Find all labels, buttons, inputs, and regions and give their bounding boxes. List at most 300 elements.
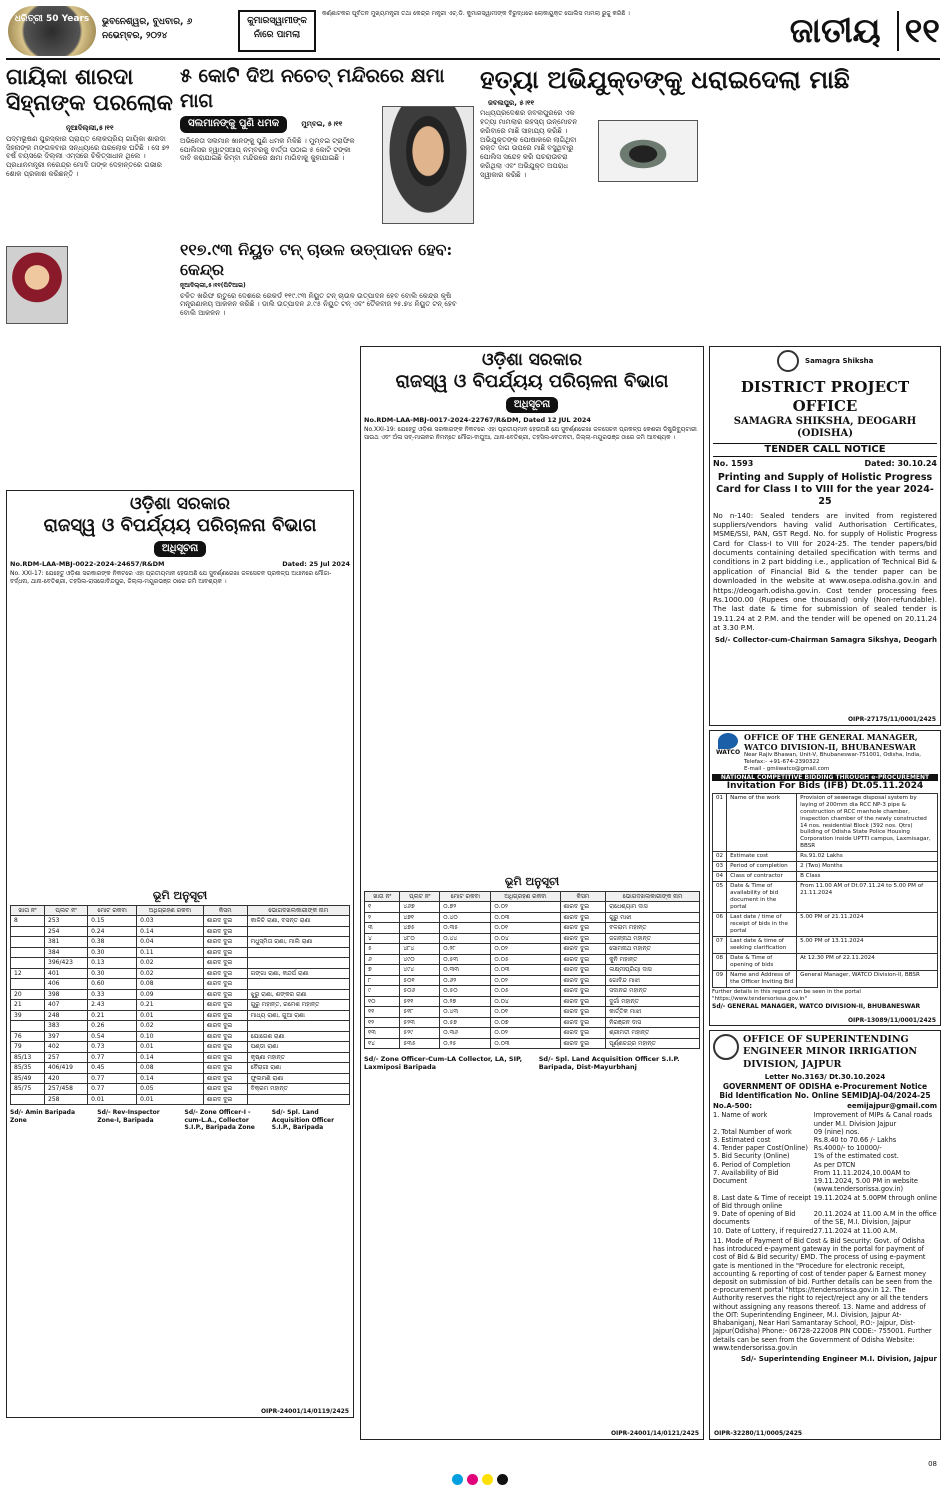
irrigation-email: eemijajpur@gmail.com xyxy=(847,1101,937,1110)
table-cell xyxy=(11,1094,45,1105)
table-header-cell: ଅଧିଗ୍ରହଣ ରକବା xyxy=(491,891,560,902)
table-cell: Period of completion xyxy=(727,862,797,872)
table-cell: ଶ୍ରୀମତୀ ମହାନ୍ତ xyxy=(606,1028,700,1039)
list-item xyxy=(713,1144,937,1152)
table-cell: 406 xyxy=(45,979,88,990)
table-row xyxy=(365,996,700,1007)
table-cell: 420 xyxy=(45,1073,88,1084)
odisha-emblem-icon xyxy=(713,1034,739,1060)
table-cell: ୧୩ xyxy=(365,1028,400,1039)
notice2-govt: ଓଡ଼ିଶା ସରକାର xyxy=(481,350,583,370)
irrigation-no: No.A-500: xyxy=(713,1101,753,1110)
table-cell: ରାଧେଶ୍ୟାମ ଦାସ xyxy=(606,902,700,913)
table-row xyxy=(713,971,938,988)
table-cell: 0.77 xyxy=(88,1052,137,1063)
table-cell: ୫୧୧ xyxy=(400,996,440,1007)
notice1-signatures xyxy=(10,1109,350,1132)
table-cell: ୦.୪୪ xyxy=(440,933,491,944)
list-item-value: 19.11.2024 at 5.00PM through online xyxy=(813,1193,937,1202)
table-cell: 401 xyxy=(45,968,88,979)
table-cell: ୫୩୫ xyxy=(400,1038,440,1049)
table-cell: 01 xyxy=(713,793,727,852)
table-cell: Rs.91.02 Lakhs xyxy=(797,852,938,862)
table-row xyxy=(11,1084,350,1095)
table-cell: 04 xyxy=(713,872,727,882)
table-cell: ୫୦୬ xyxy=(400,986,440,997)
table-cell xyxy=(247,1021,349,1032)
table-cell: ଶାରଦ ଦୁଇ xyxy=(560,954,606,965)
table-cell: ଶାରଦ ଦୁଇ xyxy=(203,1084,247,1095)
list-item-value: Rs.4000/- to 10000/- xyxy=(813,1144,882,1153)
table-cell: Last date / time of receipt of bids in the portal xyxy=(727,913,797,937)
table-cell: ୦.୨୮ xyxy=(440,944,491,955)
table-cell: ୧୪ xyxy=(365,1038,400,1049)
notice1-banner-wrap xyxy=(10,541,350,558)
notice2-schedule-table xyxy=(364,891,700,1050)
table-cell: ମଧୁସ୍ମିତା ରାଣା, ମାଲି ରାଣା xyxy=(247,937,349,948)
table-cell: ଶାରଦ ଦୁଇ xyxy=(203,1010,247,1021)
irrigation-terms: 11. Mode of Payment of Bid Cost & Bid Security: Govt. of Odisha has introduced e-payment gateway in the portal for payment of cost of Bid & Bid security/ EMD. The process of using e-payment gate is mentioned in the "Procedure for electronic receipt, accounting & reporting of cost of tender paper & Earnest money deposit on submission of bid. Further details can be seen from the e-procurement portal "https://tendersorissa.gov.in 12. The Authority reserves the right to reject/reject any or all the tenders without assigning any reasons thereof. 13. Name and address of the OIT: Superintending Engineer, M.I. Division, Jajpur At-Bhabaniganj, Near Hari Samantaray School, P.O:- Jajpur, Dist-Jajpur(Odisha) Phone:- 06728-222008 PIN CODE:- 755001. Further details can be seen from the Government of Odisha Website: www.tendersorissa.gov.in xyxy=(713,1236,933,1352)
samagra-dated: Dated: 30.10.24 xyxy=(864,459,937,468)
notice1-schedule-table xyxy=(10,905,350,1106)
table-row xyxy=(365,965,700,976)
irrigation-letter: Letter No.3163/ Dt.30.10.2024 xyxy=(764,1073,886,1082)
table-cell: 0.01 xyxy=(88,1094,137,1105)
list-item-value: From 11.11.2024,10.00AM to 19.11.2024, 5.00 PM in website (www.tendersorissa.gov.in) xyxy=(813,1168,918,1194)
table-cell: ଲକ୍ଷ୍ମୀପ୍ରିୟା ଦାସ xyxy=(606,965,700,976)
table-cell: ବିକ୍ରମ ମହାନ୍ତ xyxy=(247,1084,349,1095)
table-cell: 0.77 xyxy=(88,1073,137,1084)
registration-dot xyxy=(482,1474,493,1485)
table-row xyxy=(365,986,700,997)
table-cell: ଶାରଦ ଦୁଇ xyxy=(203,926,247,937)
fly-photo xyxy=(598,120,698,182)
table-row xyxy=(713,862,938,872)
table-cell: ଶାରଦ ଦୁଇ xyxy=(203,1042,247,1053)
irrigation-notice xyxy=(709,1030,941,1440)
list-item xyxy=(713,1136,937,1144)
table-cell: ଶାରଦ ଦୁଇ xyxy=(560,996,606,1007)
samagra-no-line xyxy=(713,459,937,469)
salman-photo xyxy=(382,106,474,224)
section-label xyxy=(766,8,940,54)
table-header-cell: ଭୋଗଦଖଲକାରୀଙ୍କ ନାମ xyxy=(606,891,700,902)
watco-code: OIPR-13089/11/0001/2425 xyxy=(847,1016,936,1024)
table-cell: 398 xyxy=(45,989,88,1000)
table-cell xyxy=(11,958,45,969)
table-row xyxy=(11,958,350,969)
table-cell: ୫୨୯ xyxy=(400,1028,440,1039)
table-cell xyxy=(11,979,45,990)
table-cell: 0.33 xyxy=(88,989,137,1000)
story-rice-headline: ୧୧୭.୯୩ ନିୟୁତ ଟନ୍ ଚାଉଳ ଉତ୍ପାଦନ ହେବ: କେନ୍ଦ୍ର xyxy=(180,240,453,279)
table-cell: ୯ xyxy=(365,986,400,997)
notice2-banner: ଅଧିସୂଚନା xyxy=(506,397,558,414)
list-item-value: 20.11.2024 at 11.00 A.M in the office of the SE, M.I. Division, Jajpur xyxy=(813,1210,937,1227)
table-cell: 2.43 xyxy=(88,1000,137,1011)
notice1-ref-line xyxy=(10,560,350,568)
list-item xyxy=(713,1111,937,1127)
table-cell: B Class xyxy=(797,872,938,882)
table-cell: ୧୧ xyxy=(365,1007,400,1018)
table-row xyxy=(11,916,350,927)
table-cell: ୪୬୭ xyxy=(400,902,440,913)
notice1-body-continued xyxy=(10,587,350,887)
dateline: ଭୁବନେଶ୍ୱର, ବୁଧବାର, ୬ ନଭେମ୍ବର, ୨୦୨୪ xyxy=(102,17,193,41)
table-cell: ଗୁରୁ ମହାନ୍ତ, ରମେଶ ମହାନ୍ତ xyxy=(247,1000,349,1011)
table-row xyxy=(11,989,350,1000)
list-item-label: 5. Bid Security (Online) xyxy=(713,1152,790,1161)
table-cell: ଶାରଦ ଦୁଇ xyxy=(203,958,247,969)
table-cell: ୦.୫୩ xyxy=(440,954,491,965)
list-item xyxy=(713,1210,937,1226)
table-cell xyxy=(247,947,349,958)
table-row xyxy=(713,872,938,882)
table-cell: ୦.୦୩ xyxy=(491,1038,560,1049)
table-cell: ୭ xyxy=(365,965,400,976)
odisha-notice-2 xyxy=(360,346,704,1440)
page-number: ୧୧ xyxy=(897,11,940,51)
table-cell: Provision of sewerage disposal system by laying of 200mm dia RCC NP-3 pipe & construction of RCC manhole chamber, inspection chamber of the newly constructed 14 nos. residential Block (392 nos. Qtrs) building of Odisha State Police Housing Corporation inside UPTTI campus, Laxmisagar, BBSR xyxy=(797,793,938,852)
samagra-notice xyxy=(709,346,941,726)
table-row xyxy=(365,954,700,965)
table-cell: 257 xyxy=(45,1052,88,1063)
samagra-heading: Printing and Supply of Holistic Progress Card for Class I to VIII for the year 2024-25 xyxy=(716,472,934,507)
table-header-cell: କିସମ xyxy=(560,891,606,902)
table-cell: ଶାରଦ ଦୁଇ xyxy=(203,916,247,927)
table-cell: ୦.୪୦ xyxy=(440,912,491,923)
list-item-label: 3. Estimated cost xyxy=(713,1135,771,1144)
samagra-sign: Sd/- Collector-cum-Chairman Samagra Sikshya, Deogarh xyxy=(714,636,937,645)
table-cell: ଗୁରୁ ମାଝୀ xyxy=(606,912,700,923)
list-item xyxy=(713,1152,937,1160)
table-cell: 8 xyxy=(11,916,45,927)
list-item-value: Rs.8.40 to 70.66 /- Lakhs xyxy=(813,1135,897,1144)
notice2-banner-wrap xyxy=(364,397,700,414)
table-cell: ୦.୬୨ xyxy=(440,975,491,986)
table-cell: କୃଷ୍ଣା ମହାନ୍ତ xyxy=(247,1052,349,1063)
table-cell: ଫୁଲମଣି ରାଣା xyxy=(247,1073,349,1084)
table-row xyxy=(11,1063,350,1074)
table-cell: 0.13 xyxy=(88,958,137,969)
table-cell: 253 xyxy=(45,916,88,927)
table-cell: ୪୭୫ xyxy=(400,923,440,934)
table-cell: ୦.୦୪ xyxy=(491,996,560,1007)
table-cell: ୨ xyxy=(365,912,400,923)
samagra-notice-label: TENDER CALL NOTICE xyxy=(713,443,937,458)
samagra-logo xyxy=(713,350,937,378)
table-header-cell: ପ୍ଲଟ ନଂ xyxy=(400,891,440,902)
table-cell: ବଳରାମ ମହାନ୍ତ xyxy=(606,923,700,934)
irrigation-title: OFFICE OF SUPERINTENDING ENGINEER MINOR IRRIGATION DIVISION, JAJPUR xyxy=(743,1034,918,1070)
table-cell: ୧୨ xyxy=(365,1017,400,1028)
list-item-value: 27.11.2024 at 11.00 A.M. xyxy=(813,1226,898,1235)
watco-sign: Sd/- GENERAL MANAGER, WATCO DIVISION-II, BHUBANESWAR xyxy=(712,1002,921,1010)
story-sharda-body: ପଦ୍ମଭୂଷଣ ପୁରସ୍କାର ପ୍ରାପ୍ତ ଲୋକପ୍ରିୟ ଗାୟିକା ଶାରଦା ସିହ୍ନାଙ୍କ ମଙ୍ଗଳବାର ସନ୍ଧ୍ୟାରେ ପରଲୋକ ଘଟିଛି । ସେ ୭୨ ବର୍ଷ ବୟସରେ ଦିଲ୍ଲୀ ଏମ୍ସରେ ଚିକିତ୍ସାଧୀନ ଥିଲେ । ପ୍ରଧାନମନ୍ତ୍ରୀ ନରେନ୍ଦ୍ର ମୋଦି ତାଙ୍କ ଦେହାନ୍ତରେ ଗଭୀର ଶୋକ ପ୍ରକାଶ କରିଛନ୍ତି । xyxy=(6,134,170,178)
table-cell: ଶାରଦ ଦୁଇ xyxy=(203,947,247,958)
table-cell: Class of contractor xyxy=(727,872,797,882)
table-cell: ୦.୪୩ xyxy=(440,1007,491,1018)
table-cell: ଗଙ୍ଗା ରାଣା, କନ୍ଦର୍ପ ରାଣା xyxy=(247,968,349,979)
table-cell: କାର୍ତ୍ତିକ ମାଝୀ xyxy=(606,1007,700,1018)
table-cell: ଜଗନ୍ନାଥ ମହାନ୍ତ xyxy=(606,933,700,944)
teaser-text: କର୍ଣ୍ଣାଟକର ପୂର୍ବତନ ମୁଖ୍ୟମନ୍ତ୍ରୀ ତଥା କେନ୍ଦ୍ର ମନ୍ତ୍ରୀ ଏଚ୍.ଡି. କୁମାରସ୍ୱାମୀଙ୍କ ବିରୁଦ୍ଧରେ ଲୋକାୟୁକ୍ତ ପୋଲିସ ମାମଲା ରୁଜୁ କରିଛି । xyxy=(322,10,630,17)
table-cell: ୫୨୩ xyxy=(400,1017,440,1028)
odisha-notice-1 xyxy=(6,490,354,1418)
table-cell: 0.26 xyxy=(88,1021,137,1032)
story-salman-body: ଅଭିନେତା ସଲମାନ ଖାନଙ୍କୁ ପୁଣି ଧମକ ମିଳିଛି । ମୁମ୍ବଇ ଟ୍ରାଫିକ ପୋଲିସର ହ୍ୱାଟ୍ସଆପ୍ ନମ୍ବରକୁ ବାର୍ତ୍ତା ପଠାଇ ୫ କୋଟି ଟଙ୍କା ଦାବି କରାଯାଇଛି କିମ୍ବା ମନ୍ଦିରରେ କ୍ଷମା ମାଗିବାକୁ କୁହାଯାଇଛି । xyxy=(180,136,355,163)
watco-strip: NATIONAL COMPETITIVE BIDDING THROUGH e-PROCUREMENT xyxy=(712,774,938,782)
table-row xyxy=(11,1021,350,1032)
table-cell xyxy=(11,947,45,958)
table-row xyxy=(365,912,700,923)
table-cell: ୦.୦୨ xyxy=(491,944,560,955)
table-row xyxy=(11,1031,350,1042)
table-cell: 407 xyxy=(45,1000,88,1011)
table-row xyxy=(713,793,938,852)
table-cell: ୦.୭୨ xyxy=(440,902,491,913)
table-cell: 85/35 xyxy=(11,1063,45,1074)
notice1-ref: No.RDM-LAA-MBJ-0022-2024-24657/R&DM xyxy=(10,560,165,569)
story-fly xyxy=(480,64,940,344)
table-cell: ୦.୩୬ xyxy=(440,1028,491,1039)
table-cell: 85/75 xyxy=(11,1084,45,1095)
table-cell xyxy=(11,926,45,937)
table-cell: ଶାରଦ ଦୁଇ xyxy=(203,1063,247,1074)
table-row xyxy=(365,923,700,934)
table-cell xyxy=(247,958,349,969)
table-cell: ୦.୦୨ xyxy=(491,902,560,913)
list-item-value: Improvement of MIPs & Canal roads under M.I. Division Jajpur xyxy=(813,1111,933,1128)
table-cell: ୦.୨୫ xyxy=(440,1038,491,1049)
table-cell: ଶାରଦ ଦୁଇ xyxy=(560,1038,606,1049)
table-cell: ୬ xyxy=(365,954,400,965)
table-cell: ଶାରଦ ଦୁଇ xyxy=(560,923,606,934)
list-item-label: 7. Availability of Bid Document xyxy=(713,1168,779,1186)
table-cell: କାଳିଚି ରାଣା, ବସନ୍ତ ରାଣା xyxy=(247,916,349,927)
notice2-table-header xyxy=(365,891,700,902)
watco-footer: Further details in this regard can be seen in the portal "https://www.tendersorissa.gov.in" xyxy=(712,989,861,1003)
table-cell: ଶାରଦ ଦୁଇ xyxy=(560,975,606,986)
table-cell xyxy=(11,1021,45,1032)
watco-address: Near Rajiv Bhawan, Unit-V, Bhubaneswar-751001, Odisha, India, Telefax:- +91-674-2390322 xyxy=(744,752,922,766)
table-cell: 0.01 xyxy=(137,1094,204,1105)
table-cell: 0.10 xyxy=(137,1031,204,1042)
notice2-dept: ରାଜସ୍ୱ ଓ ବିପର୍ଯ୍ୟୟ ପରିଚାଳନା ବିଭାଗ xyxy=(395,371,669,393)
table-cell: 0.14 xyxy=(137,1073,204,1084)
table-cell: ଗୋବିନ୍ଦ ମାଝୀ xyxy=(606,975,700,986)
table-row xyxy=(11,1073,350,1084)
table-header-cell: କିସମ xyxy=(203,905,247,916)
table-cell: ଶାରଦ ଦୁଇ xyxy=(560,1028,606,1039)
samagra-subtitle: SAMAGRA SHIKSHA, DEOGARH (ODISHA) xyxy=(733,415,917,439)
watco-table-body xyxy=(713,793,938,988)
story-sharda xyxy=(6,64,174,484)
notice1-table-body xyxy=(11,916,350,1105)
table-cell: 20 xyxy=(11,989,45,1000)
notice1-code: OIPR-24001/14/0119/2425 xyxy=(260,1407,349,1415)
table-row xyxy=(713,882,938,913)
table-cell: ୩ xyxy=(365,923,400,934)
table-cell: ୪୮୪ xyxy=(400,944,440,955)
masthead xyxy=(6,4,940,60)
table-cell: 12 xyxy=(11,968,45,979)
table-cell: 383 xyxy=(45,1021,88,1032)
registration-dot xyxy=(467,1474,478,1485)
story-rice-dateline: ନୂଆଦିଲ୍ଲୀ,୫।୧୧(ପିଟିଆଇ) xyxy=(180,282,246,289)
table-header-cell: ଖାତା ନଂ xyxy=(365,891,400,902)
list-item-label: 4. Tender paper Cost(Online) xyxy=(713,1144,808,1153)
signature: Sd/- Spl. Land Acquisition Officer S.I.P. Baripada, Dist-Mayurbhanj xyxy=(538,1055,680,1072)
signature: Sd/- Amin Baripada Zone xyxy=(10,1109,76,1124)
samagra-code: OIPR-27175/11/0001/2425 xyxy=(847,715,936,723)
table-cell: Name of the work xyxy=(727,793,797,852)
table-row xyxy=(365,975,700,986)
table-cell: 248 xyxy=(45,1010,88,1021)
table-cell: 397 xyxy=(45,1031,88,1042)
table-cell: 0.14 xyxy=(137,1052,204,1063)
notice1-schedule-title: ଭୂମି ଅନୁସୂଚୀ xyxy=(152,889,208,902)
table-cell: 0.03 xyxy=(137,916,204,927)
table-cell: 0.54 xyxy=(88,1031,137,1042)
table-cell: ଶାରଦ ଦୁଇ xyxy=(560,1017,606,1028)
samagra-body: No n-140: Sealed tenders are invited from registered suppliers/vendors having valid Authorisation Certificates, MSME/SSI, PAN, GST Regd. No. for supply of Holistic Progress Card for Class-I to VIII for 2024-25. The tender papers/bid documents containing detailed specification with terms and conditions in 2 part bidding i.e., application of Technical Bid & application of Financial Bid & the tender paper can be downloaded in the website at www.osepa.odisha.gov.in and https://deogarh.odisha.gov.in. Cost tender processing fees Rs.1000.00 (Rupees one thousand) only (Non-refundable). The last date & time for submission of sealed tender is 19.11.24 at 2 P.M. and the tender will be opened on 20.11.24 at 3.30 P.M. xyxy=(713,510,937,632)
sharda-photo xyxy=(6,246,68,324)
table-row xyxy=(365,1007,700,1018)
table-row xyxy=(713,937,938,954)
table-cell: 0.11 xyxy=(137,947,204,958)
signature: Sd/- Zone Officer-I -cum-L.A., Collector S.I.P., Baripada Zone xyxy=(184,1109,255,1132)
notice2-table-body xyxy=(365,902,700,1049)
table-cell: 402 xyxy=(45,1042,88,1053)
story-rice-body: ଚଳିତ ଖରିଫ ଋତୁରେ ଦେଶରେ ରେକର୍ଡ ୧୧୯.୯୩ ନିୟୁତ ଟନ୍ ଚାଉଳ ଉତ୍ପାଦନ ହେବ ବୋଲି କେନ୍ଦ୍ର କୃଷି ମନ୍ତ୍ରଣାଳୟ ଆକଳନ କରିଛି । ଡାଲି ଉତ୍ପାଦନ ୬.୯୫ ନିୟୁତ ଟନ୍ ଏବଂ ତୈଳବୀଜ ୨୫.୭୪ ନିୟୁତ ଟନ୍ ହେବ ବୋଲି ଆକଳନ । xyxy=(180,291,457,317)
table-cell: ଶାରଦ ଦୁଇ xyxy=(560,944,606,955)
signature: Sd/- Zone Officer-Cum-LA Collector, LA, SIP, Laxmiposi Baripada xyxy=(364,1055,523,1072)
table-cell: 0.04 xyxy=(137,937,204,948)
table-cell: ଶାରଦ ଦୁଇ xyxy=(203,1094,247,1105)
notice1-banner: ଅଧିସୂଚନା xyxy=(154,541,206,558)
table-row xyxy=(11,1052,350,1063)
irrigation-list xyxy=(713,1111,937,1235)
watco-logo-text: WATCO xyxy=(715,749,741,756)
table-cell: ଶାରଦ ଦୁଇ xyxy=(560,986,606,997)
list-item-label: 8. Last date & Time of receipt of Bid through online xyxy=(713,1193,812,1210)
table-cell xyxy=(247,926,349,937)
table-cell: ଶାରଦ ଦୁଇ xyxy=(203,937,247,948)
table-cell: ଶାରଦ ଦୁଇ xyxy=(560,965,606,976)
story-salman-subhead: ସଲମାନଙ୍କୁ ପୁଣି ଧମକ xyxy=(180,116,287,133)
notice1-body: No. XXI-17: ଯେହେତୁ ଓଡ଼ିଶା ସରକାରଙ୍କ ନିକଟରେ ଏହା ପ୍ରତୀୟମାନ ହେଉଅଛି ଯେ ସୁବର୍ଣ୍ଣରେଖା ଜଳସେଚନ ପ୍ରକଳ୍ପ ଅଧୀନରେ ମୌଜା-ବର୍ଦ୍ଧନା, ଥାନା-ବେତିଶ୍ରୀ, ତହସିଲ-ରାସଗୋବିନ୍ଦପୁର, ଜିଲ୍ଲା-ମୟୂରଭଞ୍ଜ ଠାରେ ଜମି ଆବଶ୍ୟକ । xyxy=(10,570,332,585)
table-cell: 0.73 xyxy=(88,1042,137,1053)
table-header-cell: ମୋଟ ରକବା xyxy=(440,891,491,902)
table-cell: ୦.୨୭ xyxy=(440,996,491,1007)
table-row xyxy=(11,1010,350,1021)
registration-dot xyxy=(452,1474,463,1485)
notice1-date: Dated: 25 Jul 2024 xyxy=(282,560,350,569)
table-cell: ଶାରଦ ଦୁଇ xyxy=(560,933,606,944)
table-cell: ୫ xyxy=(365,944,400,955)
table-cell: 0.21 xyxy=(137,1000,204,1011)
list-item-label: 2. Total Number of work xyxy=(713,1127,792,1136)
table-cell: 21 xyxy=(11,1000,45,1011)
table-row xyxy=(11,947,350,958)
table-cell: ୦.୦୪ xyxy=(491,933,560,944)
watco-title-block xyxy=(744,733,938,773)
table-cell: ଯୋଗେଶ ରାଣା xyxy=(247,1031,349,1042)
table-header-cell: ଖାତା ନଂ xyxy=(11,905,45,916)
table-cell: ଝୁରୁ ରାଣା, ଶଙ୍କର ରାଣା xyxy=(247,989,349,1000)
table-cell: ୦.୦୩ xyxy=(491,965,560,976)
table-cell: 0.15 xyxy=(88,916,137,927)
table-row xyxy=(713,913,938,937)
table-cell: ୫୧୮ xyxy=(400,1007,440,1018)
table-header-cell: ଅଧିଗ୍ରହଣ ରକବା xyxy=(137,905,204,916)
table-cell: ୦.୦୨ xyxy=(491,975,560,986)
table-row xyxy=(11,937,350,948)
teaser-tag xyxy=(238,10,316,52)
table-cell: ୦.୦୨ xyxy=(491,1028,560,1039)
notice2-body-continued xyxy=(364,443,700,873)
table-header-cell: ଭୋଗଦଖଲକାରୀଙ୍କ ନାମ xyxy=(247,905,349,916)
story-salman-dateline: ମୁମ୍ବଇ, ୫।୧୧ xyxy=(301,120,343,129)
table-cell xyxy=(247,979,349,990)
table-cell: 254 xyxy=(45,926,88,937)
table-cell: ଶାରଦ ଦୁଇ xyxy=(203,1073,247,1084)
table-row xyxy=(365,1038,700,1049)
samagra-logo-label: Samagra Shiksha xyxy=(805,356,874,365)
table-cell: ୦.୦୩ xyxy=(491,912,560,923)
story-rice xyxy=(180,240,474,340)
table-cell: 0.02 xyxy=(137,1021,204,1032)
table-cell: 0.21 xyxy=(88,1010,137,1021)
table-cell: ସଦାନନ୍ଦ ମହାନ୍ତ xyxy=(606,986,700,997)
registration-dots xyxy=(160,1474,800,1488)
table-cell: ୦.୦୧ xyxy=(491,1007,560,1018)
watco-ifb: Invitation For Bids (IFB) Dt.05.11.2024 xyxy=(726,781,924,792)
signature: Sd/- Spl. Land Acquisition Officer S.I.P., Baripada xyxy=(271,1109,335,1132)
table-cell: 406/419 xyxy=(45,1063,88,1074)
table-cell: 0.24 xyxy=(88,926,137,937)
notice1-govt: ଓଡ଼ିଶା ସରକାର xyxy=(129,494,231,514)
table-cell: ଶାରଦ ଦୁଇ xyxy=(203,1031,247,1042)
table-cell: ୦.୦୫ xyxy=(491,986,560,997)
table-row xyxy=(365,902,700,913)
table-cell: ୦.୦୧ xyxy=(491,923,560,934)
table-cell: ୮ xyxy=(365,975,400,986)
table-cell: ୪୮୦ xyxy=(400,933,440,944)
table-row xyxy=(713,954,938,971)
table-cell: 06 xyxy=(713,913,727,937)
table-cell: 02 xyxy=(713,852,727,862)
watco-email: E-mail - gmiiwatco@gmail.com xyxy=(744,765,830,772)
table-row xyxy=(365,1028,700,1039)
table-cell: କୁନି ମହାନ୍ତ xyxy=(606,954,700,965)
watco-title: OFFICE OF THE GENERAL MANAGER, WATCO DIVISION-II, BHUBANESWAR xyxy=(744,732,918,752)
table-cell: 07 xyxy=(713,937,727,954)
table-cell: ଶାରଦ ଦୁଇ xyxy=(203,1021,247,1032)
list-item xyxy=(713,1169,937,1194)
table-cell: 76 xyxy=(11,1031,45,1042)
table-cell: Date & Time of availability of bid document in the portal xyxy=(727,882,797,913)
table-row xyxy=(11,1042,350,1053)
table-cell: ନିରଞ୍ଜନ ଦାସ xyxy=(606,1017,700,1028)
table-cell: ଶାରଦ ଦୁଇ xyxy=(203,989,247,1000)
samagra-title: DISTRICT PROJECT OFFICE xyxy=(740,378,910,415)
table-cell: ଶାରଦ ଦୁଇ xyxy=(203,1052,247,1063)
anniversary-logo-text: ଧରିତ୍ରୀ 50 Years xyxy=(14,14,90,24)
table-cell: ଶାରଦ ଦୁଇ xyxy=(203,979,247,990)
section-name: ଜାତୀୟ xyxy=(789,11,881,51)
